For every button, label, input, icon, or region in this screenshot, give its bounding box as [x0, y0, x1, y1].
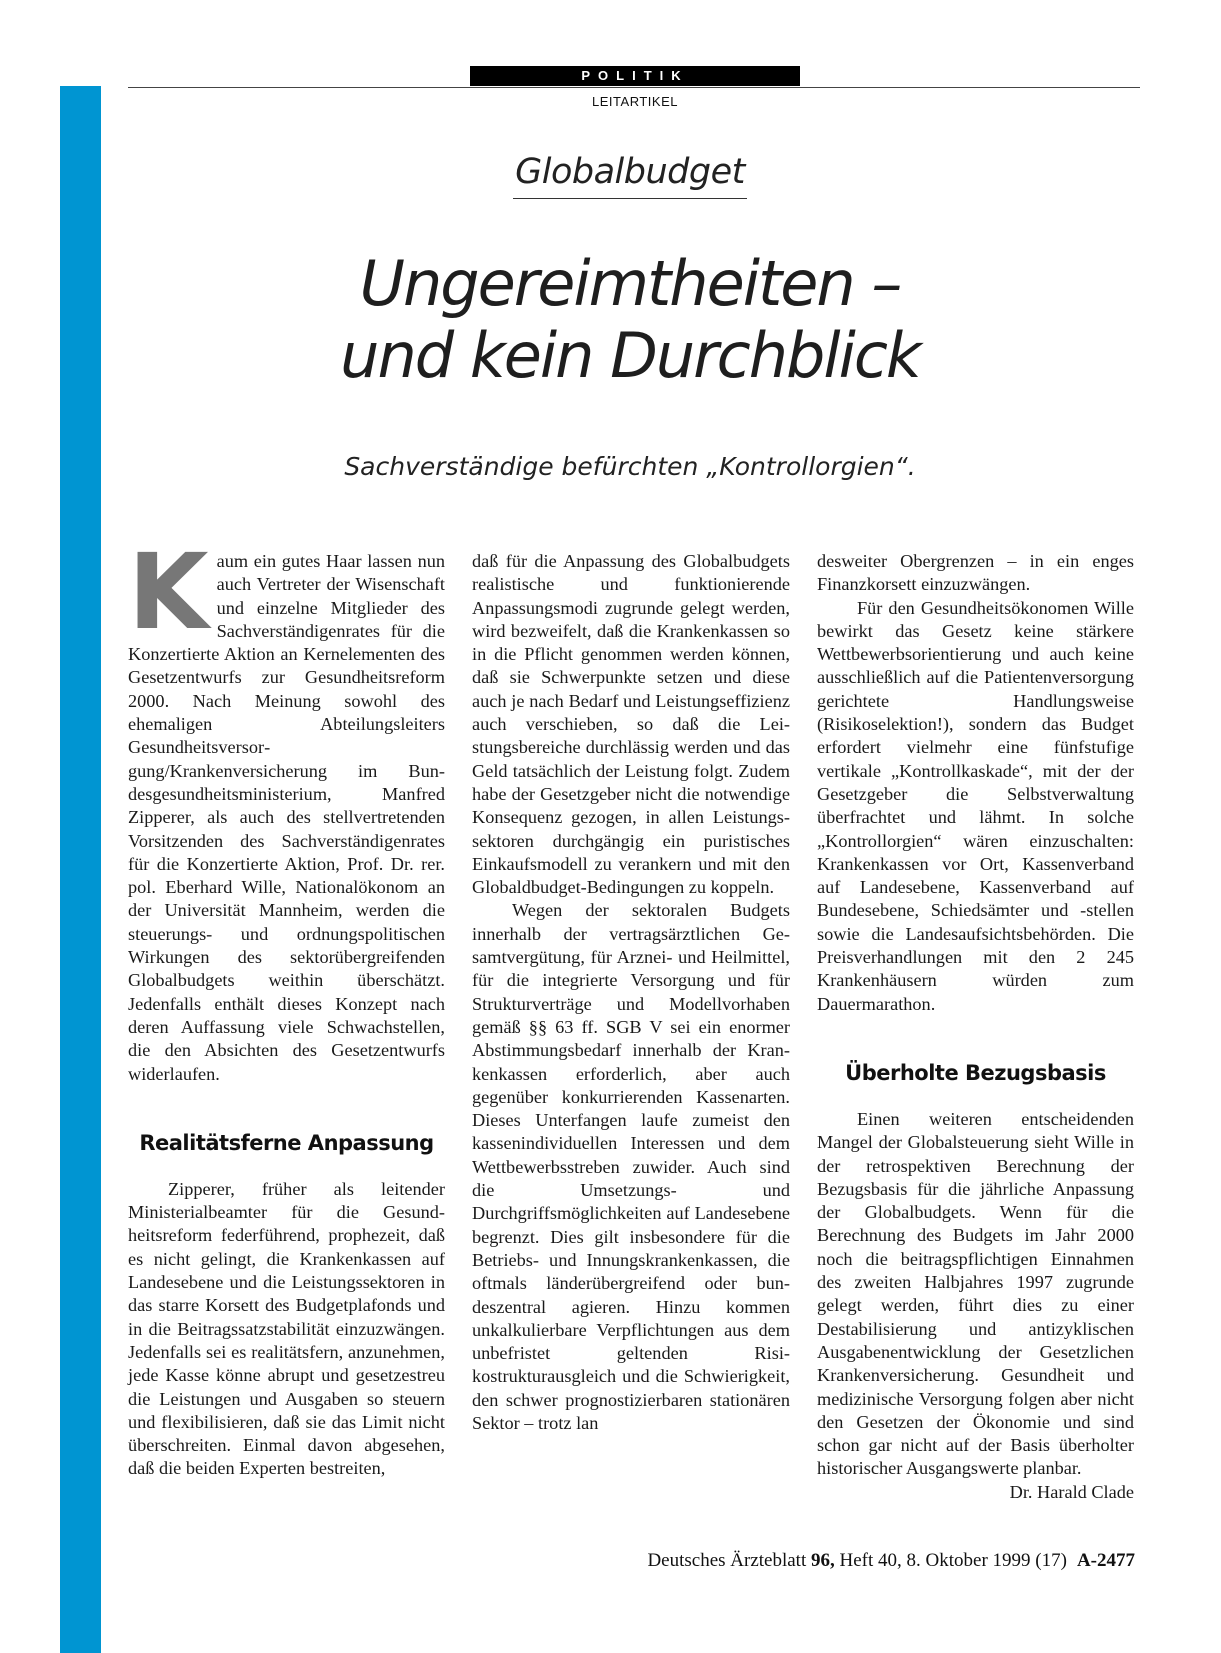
- page-footer: [647, 1550, 1135, 1572]
- headline-line-2: und kein Durchblick: [340, 319, 920, 392]
- paragraph: daß für die Anpassung des Globalbudgets realistische und funktionierende Anpassungsmodi zugrunde gelegt werden, wird bezweifelt, daß die Krankenkassen so in die Pflicht genommen werden können, daß sie Schwerpunkte setzen und diese auch je nach Bedarf und Leistungseffizienz auch verschieben, so daß die Leistungsbereiche durchlässig werden und das Geld tatsächlich der Leistung folgt. Zudem habe der Gesetzgeber nicht die notwendige Konsequenz gezogen, in allen Leistungssektoren durchgängig ein puristisches Einkaufsmodell zu verankern und mit den Globaldbudget-Bedingungen zu koppeln.: [472, 551, 790, 898]
- subsection-label: LEITARTIKEL: [592, 94, 678, 109]
- column-3: [817, 550, 1134, 1504]
- subheading: Realitätsferne Anpassung: [139, 1130, 434, 1155]
- paragraph: Zipperer, früher als leitender Ministerialbeamter für die Gesundheitsreform federführend, prophezeit, daß es nicht gelingt, die Krankenkassen auf Landesebene und die Leistungssektoren in das starre Korsett des Budgetplafonds und in die Beitragssatzstabilität einzuzwängen. Jedenfalls sei es realitätsfern, anzunehmen, jede Kasse könne abrupt und gesetzestreu die Leistungen und Ausgaben so steuern und flexibilisieren, daß sie das Limit nicht überschreiten. Einmal davon abgesehen, daß die beiden Experten bestreiten,: [128, 1178, 445, 1479]
- section-label: POLITIK: [470, 66, 800, 86]
- column-2: [472, 550, 790, 1435]
- journal-volume: 96,: [811, 1550, 835, 1571]
- headline-line-1: Ungereimtheiten –: [359, 247, 901, 320]
- paragraph-text: aum ein gutes Haar lassen nun auch Vertreter der Wisenschaft und einzelne Mitglieder des Sachverständigenrates für die Konzertierte Aktion an Kernelementen des Gesetzentwurfs zur Gesundheitsreform 2000. Nach Meinung sowohl des ehemaligen Abteilungsleiters Gesundheitsversorgung/Krankenversicherung im Bundesgesundheitsministerium, Manfred Zipperer, als auch des stellvertretenden Vorsitzenden des Sachverständigenrates für die Konzertierte Aktion, Prof. Dr. rer. pol. Eberhard Wille, Nationalökonom an der Universität Mannheim, werden die steuerungs- und ordnungspolitischen Wirkungen des sektorübergreifenden Globalbudgets weithin überschätzt. Jedenfalls enthält dieses Konzept nach deren Auffassung viele Schwachstellen, die den Absichten des Gesetzentwurfs widerlaufen.: [128, 551, 445, 1084]
- paragraph: desweiter Obergrenzen – in ein enges Finanzkorsett einzuzwängen.: [817, 551, 1134, 595]
- author-signoff: Dr. Harald Clade: [1009, 1481, 1134, 1502]
- paragraph: Wegen der sektoralen Budgets innerhalb der vertragsärztlichen Gesamtvergütung, für Arznei- und Heilmittel, für die integrierte Versorgung und für Strukturverträge und Modellvorhaben gemäß §§ 63 ff. SGB V sei ein enormer Abstimmungsbedarf innerhalb der Krankenkassen erforderlich, aber auch gegenüber konkurrierenden Kassenarten. Dieses Unterfangen laufe zumeist den kassenindividuellen Interessen und dem Wettbewerbsstreben zuwider. Auch sind die Umsetzungs- und Durchgriffsmöglichkeiten auf Landesebene begrenzt. Dies gilt insbesondere für die Betriebs- und Innungskrankenkassen, die oftmals länderübergreifend oder bundeszentral agieren. Hinzu kommen unkalkulierbare Verpflichtungen aus dem unbefristet geltenden Risikostrukturausgleich und die Schwierigkeit, den schwer prognostizierbaren stationären Sektor – trotz lan: [472, 900, 790, 1433]
- drop-cap: K: [128, 531, 209, 653]
- paragraph-text: Einen weiteren entscheidenden Mangel der Globalsteuerung sieht Wille in der retrospektiven Berechnung der Bezugsbasis für die jährliche Anpassung der Globalbudgets. Wenn für die Berechnung des Budgets im Jahr 2000 noch die beitragspflichtigen Einnahmen des zweiten Halbjahres 1997 zugrunde gelegt werden, führt dies zu einer Destabilisierung und antizyklischen Ausgabenentwicklung der Gesetzlichen Krankenversicherung. Gesundheit und medizinische Versorgung folgen aber nicht den Gesetzen der Ökonomie und sind schon gar nicht auf der Basis überholter historischer Ausgangswerte planbar.: [817, 1108, 1134, 1479]
- accent-bar: [60, 86, 101, 1653]
- journal-name: Deutsches Ärzteblatt: [647, 1550, 807, 1571]
- header-rule: [128, 87, 1140, 88]
- subheading: Überholte Bezugsbasis: [845, 1060, 1106, 1085]
- paragraph: [817, 1108, 1134, 1502]
- paragraph: [128, 531, 445, 1086]
- article-kicker: [0, 152, 1221, 199]
- issue-info: Heft 40, 8. Oktober 1999 (17): [839, 1550, 1067, 1571]
- paragraph: Für den Gesundheitsökonomen Wille bewirkt das Gesetz keine stärkere Wettbewerbsorientierung und auch keine ausschließlich auf die Patientenversorgung gerichtete Handlungsweise (Risikoselektion!), sondern das Budget erfordert vielmehr eine fünfstufige vertikale „Kontrollkaskade“, mit der der Gesetzgeber die Selbstverwaltung überfrachtet und lähmt. In solche „Kontrollorgien“ wären einzuschalten: Krankenkassen vor Ort, Kassenverband auf Landesebene, Kassenverband auf Bundesebene, Schiedsämter und -stellen sowie die Landesaufsichtsbehörden. Die Preisverhandlungen mit den 2 245 Krankenhäusern würden zum Dauermarathon.: [817, 597, 1134, 1014]
- article-headline: [200, 248, 1060, 392]
- page-number: A-2477: [1076, 1550, 1135, 1571]
- kicker-text: Globalbudget: [513, 152, 747, 199]
- article-subhead: Sachverständige befürchten „Kontrollorgien“.: [344, 452, 916, 481]
- column-1: [128, 531, 445, 1481]
